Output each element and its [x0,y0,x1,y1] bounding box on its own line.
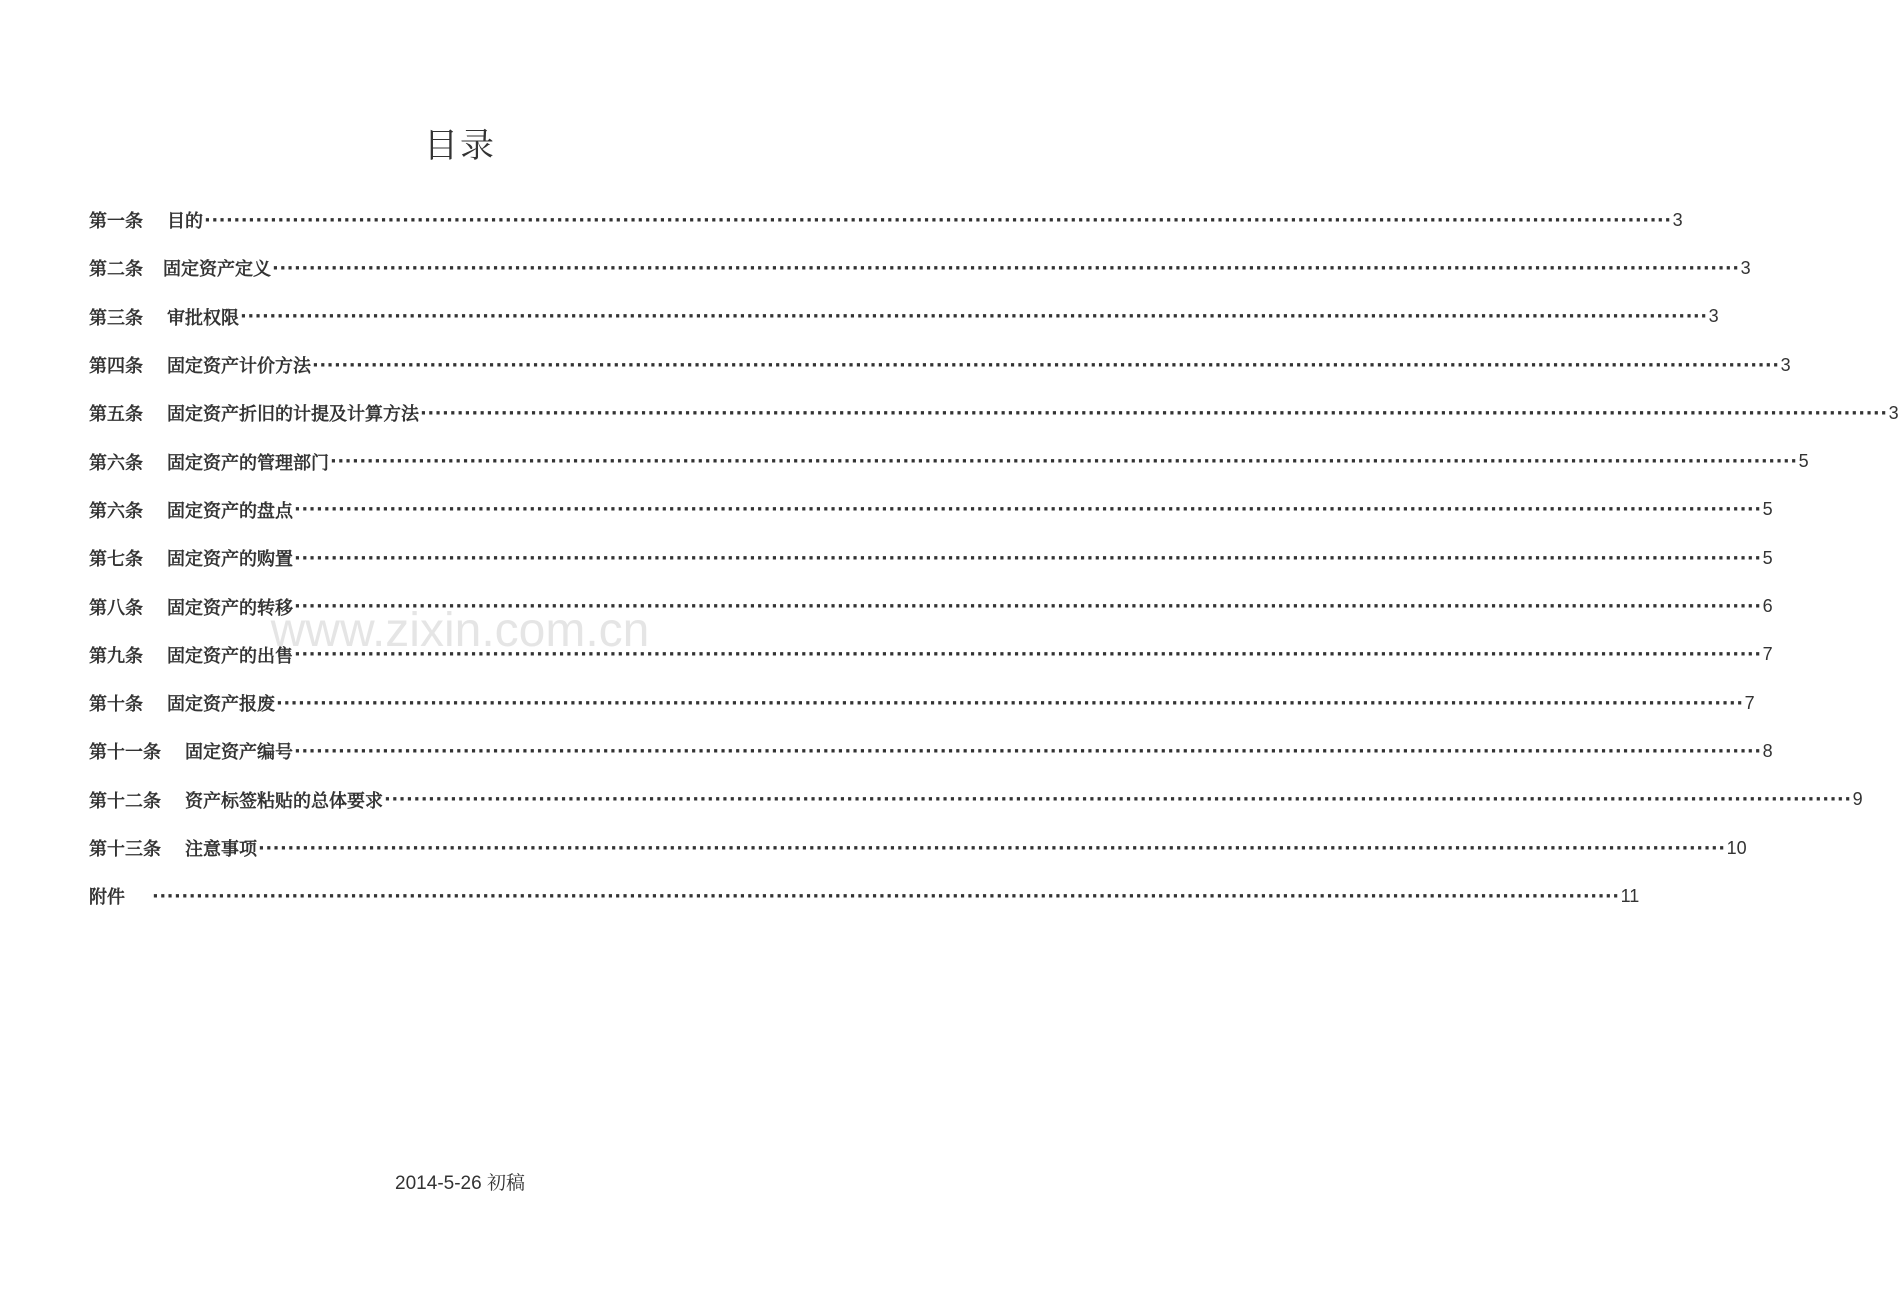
toc-entry-title: 固定资产报废 [167,694,275,716]
toc-entry-title: 审批权限 [167,307,239,329]
toc-entry-page: 3 [1708,306,1719,327]
watermark: www.zixin.com.cn [270,604,650,657]
toc-entry-number: 第九条 [89,645,143,667]
toc-leader-dots: ········································································································································································································ [330,451,1798,473]
toc-entry-title: 固定资产的管理部门 [167,452,329,474]
toc-leader-dots: ········································································································································································································ [276,692,1744,714]
toc-entry-page: 9 [1852,789,1863,810]
toc-entry-1[interactable] [89,196,1683,244]
toc-entry-4[interactable] [89,341,1791,389]
toc-leader-dots: ········································································································································································································ [420,402,1888,424]
toc-entry-7[interactable] [89,486,1773,534]
toc-entry-13[interactable] [89,776,1863,824]
toc-entry-page: 11 [1620,885,1640,906]
toc-entry-12[interactable] [89,727,1773,775]
toc-entry-9[interactable] [89,582,1773,630]
toc-entry-page: 5 [1762,547,1773,568]
toc-entry-number: 第二条 [89,259,143,281]
toc-leader-dots: ········································································································································································································ [312,354,1780,376]
page-title: 目录 [424,126,496,166]
toc-entry-number: 第五条 [89,404,143,426]
toc-entry-number: 第十条 [89,694,143,716]
toc-leader-dots: ········································································································································································································ [272,257,1740,279]
toc-leader-dots: ········································································································································································································ [294,596,1762,618]
toc-entry-title: 固定资产的出售 [167,645,293,667]
toc-entry-page: 3 [1888,402,1899,423]
toc-entry-page: 3 [1780,354,1791,375]
toc-entry-title: 固定资产折旧的计提及计算方法 [167,404,419,426]
toc-entry-number: 第六条 [89,500,143,522]
toc-entry-page: 6 [1762,596,1773,617]
toc-leader-dots: ········································································································································································································ [294,644,1762,666]
toc-entry-15[interactable] [89,872,1640,920]
toc-entry-title: 资产标签粘贴的总体要求 [185,790,383,812]
toc-entry-number: 第十一条 [89,742,161,764]
toc-entry-number: 第八条 [89,597,143,619]
toc-entry-number: 第十二条 [89,790,161,812]
toc-leader-dots: ········································································································································································································ [204,209,1672,231]
toc-entry-title: 固定资产的购置 [167,549,293,571]
toc-leader-dots: ········································································································································································································ [294,547,1762,569]
toc-entry-page: 10 [1726,837,1747,858]
toc-entry-page: 7 [1744,692,1755,713]
toc-entry-8[interactable] [89,534,1773,582]
toc-entry-6[interactable] [89,437,1809,485]
toc-entry-page: 3 [1672,209,1683,230]
toc-entry-title: 固定资产的盘点 [167,500,293,522]
toc-entry-number: 第七条 [89,549,143,571]
footer-draft-date: 2014-5-26 初稿 [395,1173,525,1194]
toc-entry-page: 5 [1798,451,1809,472]
table-of-contents [89,196,1899,920]
toc-entry-number: 第三条 [89,307,143,329]
toc-entry-3[interactable] [89,293,1719,341]
toc-entry-page: 3 [1740,257,1751,278]
toc-leader-dots: ········································································································································································································ [294,499,1762,521]
toc-entry-11[interactable] [89,679,1755,727]
toc-leader-dots: ········································································································································································································ [152,885,1620,907]
toc-leader-dots: ········································································································································································································ [258,837,1726,859]
toc-entry-number: 附件 [89,887,125,909]
toc-entry-10[interactable] [89,631,1773,679]
toc-entry-number: 第六条 [89,452,143,474]
toc-entry-page: 8 [1762,740,1773,761]
toc-entry-number: 第四条 [89,356,143,378]
toc-entry-title: 注意事项 [185,839,257,860]
toc-entry-number: 第十三条 [89,839,161,860]
toc-entry-5[interactable] [89,389,1899,437]
toc-entry-title: 固定资产计价方法 [167,356,311,378]
toc-leader-dots: ········································································································································································································ [384,789,1852,811]
toc-leader-dots: ········································································································································································································ [294,740,1762,762]
toc-entry-title: 固定资产的转移 [167,597,293,619]
toc-entry-page: 7 [1762,644,1773,665]
toc-entry-page: 5 [1762,499,1773,520]
toc-entry-14[interactable] [89,824,1747,872]
toc-entry-2[interactable] [89,244,1751,292]
toc-entry-title: 固定资产定义 [163,259,271,281]
toc-entry-number: 第一条 [89,211,143,233]
toc-entry-title: 目的 [167,211,203,233]
toc-leader-dots: ········································································································································································································ [240,306,1708,328]
toc-entry-title: 固定资产编号 [185,742,293,764]
